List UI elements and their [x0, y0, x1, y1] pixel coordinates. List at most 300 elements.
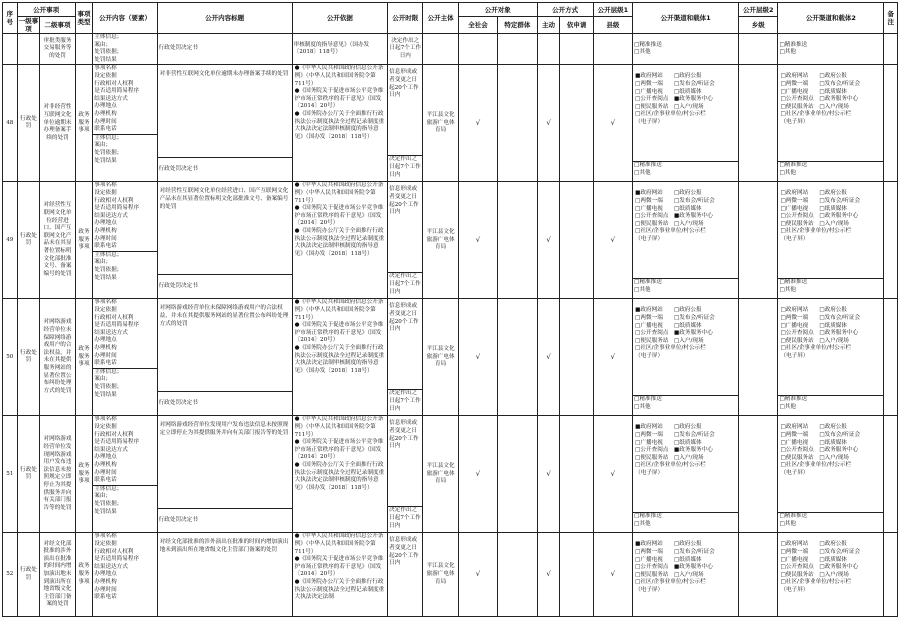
channel-option: □便民服务站 □入户/现场	[635, 220, 704, 227]
time-limit: 信息形成或者变更之日起20个工作日内	[389, 537, 419, 567]
channel-option: □两微一端 □发布会/听证会	[780, 548, 861, 555]
cell-county: √	[593, 182, 632, 299]
content-item: 事项名称	[94, 416, 117, 423]
cell-channel-2	[778, 182, 884, 299]
content-item: 办理时间	[94, 352, 117, 359]
content-item: 结果送达方式	[94, 329, 128, 336]
basis-item: ●《国务院办公厅关于全面推行行政执法公示制度执法全过程记录制度重大执法决定法制审核制度的指导意见》（国办发〔2018〕118号）	[294, 110, 385, 140]
cell-county: √	[593, 533, 632, 617]
channel-option: □广播电视 □纸质媒体	[780, 439, 847, 446]
cell-channel-2	[778, 533, 884, 617]
cell-content	[93, 182, 157, 299]
content-item: 行政相对人权利	[94, 80, 134, 87]
channel-option: □精准推送	[779, 41, 808, 48]
channel-option: ■政府网站 □政府公报	[635, 190, 702, 197]
channel-option: □社区/企事业单位/村公示栏	[780, 345, 852, 352]
cell-seq: 50	[3, 299, 18, 416]
channel-option: □两微一端 □发布会/听证会	[780, 197, 861, 204]
channel-option: □政府网站 □政府公报	[780, 541, 847, 548]
channel-option: □便民服务站 □入户/现场	[780, 571, 849, 578]
cell-county: √	[593, 416, 632, 533]
header-all-society: 全社会	[458, 17, 497, 34]
cell-title	[157, 299, 292, 416]
cell-channel-2	[778, 34, 884, 65]
header-method: 公开方式	[537, 3, 593, 17]
header-disclosure-item: 公开事项	[17, 3, 75, 17]
channel-option: □两微一端 □发布会/听证会	[635, 80, 715, 87]
content-title-sub: 行政处罚决定书	[158, 157, 292, 180]
channel-option: □政府网站 □政府公报	[780, 190, 847, 197]
content-item: 行政相对人权利	[94, 431, 134, 438]
channel-option: □广播电视 □纸质媒体	[635, 322, 702, 329]
cell-content	[93, 416, 157, 533]
time-limit: 信息形成或者变更之日起20个工作日内	[389, 69, 419, 99]
channel-option: □社区/企事业单位/村公示栏	[780, 462, 852, 469]
channel-option: □两微一端 □发布会/听证会	[780, 80, 861, 87]
content-sub-item: 案由；	[94, 493, 112, 500]
cell-item-type: 政务服务事项	[75, 533, 93, 617]
channel-option: □便民服务站 □入户/现场	[780, 103, 849, 110]
table-row-continued	[3, 34, 898, 65]
disclosure-table	[2, 2, 898, 617]
cell-level2: 对非经营性互联网文化单位逾期未办理备案手续的处罚	[40, 65, 75, 182]
content-title-sub: 行政处罚决定书	[158, 274, 292, 297]
content-title: 对经文化部批准的涉外演出在批准的时间内增加演出地未到演出所在地省级文化主管部门备案的处罚	[159, 539, 289, 553]
cell-subject: 平江县文化旅游广电体育局	[423, 65, 458, 182]
cell-seq: 51	[3, 416, 18, 533]
channel-option: （电子屏）	[780, 352, 809, 359]
cell-item-type: 政务服务事项	[75, 299, 93, 416]
content-sub-item: 处罚依据；	[94, 383, 123, 390]
channel-option: □精准推送	[779, 162, 808, 169]
content-title: 对网络游戏经营单位发现用户发布违法信息未按照规定立即停止为其提供服务并向有关部门报告等的处罚	[159, 422, 289, 436]
cell-remark	[884, 533, 898, 617]
time-limit-sub: 决定作出之日起7个工作日内	[388, 272, 422, 298]
header-basis: 公开依据	[292, 3, 388, 34]
channel-option: □公开查阅点 □政务服务中心	[780, 96, 859, 103]
content-item: 办理时间	[94, 118, 117, 125]
channel-option: （电子屏）	[780, 586, 809, 593]
table-row	[3, 182, 898, 299]
cell-township	[739, 299, 778, 416]
cell-title	[157, 533, 292, 617]
content-item: 设定依据	[94, 423, 117, 430]
channel-option: □社区/企事业单位/村公示栏	[780, 228, 852, 235]
cell-basis	[292, 65, 388, 182]
cell-channel-1	[633, 65, 739, 182]
table-row	[3, 533, 898, 617]
cell-seq: 48	[3, 65, 18, 182]
cell-on-request	[560, 182, 593, 299]
cell-level1: 行政处罚	[17, 299, 40, 416]
channel-option: （电子屏）	[635, 586, 664, 593]
cell-title	[157, 182, 292, 299]
cell-subject: 平江县文化旅游广电体育局	[423, 299, 458, 416]
header-seq: 序号	[3, 3, 18, 34]
time-limit: 信息形成或者变更之日起20个工作日内	[389, 186, 419, 216]
cell-channel-1	[633, 34, 739, 65]
content-item: 行政相对人权利	[94, 197, 134, 204]
cell-channel-2	[778, 416, 884, 533]
channel-option: （电子屏）	[780, 235, 809, 242]
content-sub-item: 处罚依据；	[94, 500, 123, 507]
cell-level2: 对经营性互联网文化单位经营进口、国产互联网文化产品未在其显著位置标明文化部批准文号、备案编号的处罚	[40, 182, 75, 299]
channel-option: （电子屏）	[780, 118, 809, 125]
channel-option: □便民服务站 □入户/现场	[635, 454, 704, 461]
cell-subject: 平江县文化旅游广电体育局	[423, 533, 458, 617]
header-county: 县级	[593, 17, 632, 34]
channel-option: □公开查阅点 □政务服务中心	[780, 564, 859, 571]
content-item: 行政相对人权利	[94, 548, 134, 555]
cell-level1: 行政处罚	[17, 533, 40, 617]
content-item: 设定依据	[94, 540, 117, 547]
channel-option: ■政府网站 □政府公报	[635, 73, 702, 80]
table-body	[3, 34, 898, 617]
cell-subject: 平江县文化旅游广电体育局	[423, 416, 458, 533]
content-item: 事项名称	[94, 533, 117, 540]
content-item: 联系电话	[94, 126, 117, 133]
channel-option: ■政府网站 □政府公报	[635, 424, 702, 431]
content-item: 结果送达方式	[94, 446, 128, 453]
cell-active: √	[537, 533, 560, 617]
cell-subject: 平江县文化旅游广电体育局	[423, 182, 458, 299]
basis-item: ●《中华人民共和国政府信息公开条例》（中华人民共和国国务院令第711号）	[294, 416, 384, 438]
channel-option: □其他	[634, 286, 651, 293]
cell-content	[93, 533, 157, 617]
basis-item: ●《国务院关于促进市场公平竞争维护市场正常秩序的若干意见》（国发〔2014〕20号）	[294, 439, 384, 461]
cell-all-society: √	[458, 533, 497, 617]
cell-on-request	[560, 416, 593, 533]
header-remark: 备注	[884, 3, 898, 34]
channel-option: □广播电视 □纸质媒体	[780, 322, 847, 329]
channel-option: □两微一端 □发布会/听证会	[635, 431, 715, 438]
channel-option: □广播电视 □纸质媒体	[635, 88, 702, 95]
channel-option: （电子屏）	[635, 235, 664, 242]
cell-basis	[292, 533, 388, 617]
content-item: 处罚结果	[94, 56, 117, 63]
channel-option: □两微一端 □发布会/听证会	[635, 548, 715, 555]
content-title: 对网络游戏经营单位未保障网络游戏用户的合法权益，并未在其提供服务网站的显著位置公布纠纷处理方式的处罚	[159, 305, 289, 327]
cell-level1: 行政处罚	[17, 182, 40, 299]
cell-county: √	[593, 299, 632, 416]
content-item: 主体信息；	[94, 34, 123, 40]
cell-county: √	[593, 65, 632, 182]
header-on-request: 依申请	[560, 17, 593, 34]
cell-active: √	[537, 416, 560, 533]
cell-township	[739, 533, 778, 617]
channel-option: □社区/企事业单位/村公示栏	[635, 345, 706, 352]
disclosure-table-sheet	[2, 2, 898, 634]
content-item: 办理机构	[94, 344, 117, 351]
cell-channel-1	[633, 533, 739, 617]
header-content: 公开内容（要素）	[93, 3, 157, 34]
content-item: 事项名称	[94, 299, 117, 306]
content-item: 办理机构	[94, 461, 117, 468]
content-item: 设定依据	[94, 189, 117, 196]
cell-basis	[292, 299, 388, 416]
content-item: 办理地点	[94, 103, 117, 110]
time-limit-sub: 决定作出之日起7个工作日内	[388, 389, 422, 415]
content-sub-item: 处罚依据；	[94, 149, 123, 156]
cell-seq: 49	[3, 182, 18, 299]
channel-option: □社区/企事业单位/村公示栏	[635, 228, 706, 235]
channel-option: □便民服务站 □入户/现场	[780, 337, 849, 344]
channel-option: □公开查阅点 □政务服务中心	[780, 447, 859, 454]
content-item: 是否适用简易程序	[94, 322, 140, 329]
cell-all-society: √	[458, 182, 497, 299]
channel-option: （电子屏）	[635, 469, 664, 476]
content-item: 设定依据	[94, 72, 117, 79]
content-sub-item: 处罚结果	[94, 157, 117, 164]
channel-option: □精准推送	[779, 513, 808, 520]
content-item: 是否适用简易程序	[94, 556, 140, 563]
content-item: 办理地点	[94, 220, 117, 227]
basis-item: ●《国务院关于促进市场公平竞争维护市场正常秩序的若干意见》（国发〔2014〕20号）	[294, 322, 384, 344]
cell-remark	[884, 182, 898, 299]
cell-content	[93, 299, 157, 416]
content-item: 办理地点	[94, 337, 117, 344]
cell-remark	[884, 65, 898, 182]
cell-township	[739, 416, 778, 533]
channel-option: □社区/企事业单位/村公示栏	[635, 462, 706, 469]
cell-channel-2	[778, 65, 884, 182]
content-item: 案由；	[94, 41, 112, 48]
cell-basis: 审核制度的指导意见》（国办发〔2018〕118号）	[292, 34, 388, 65]
channel-option: □广播电视 □纸质媒体	[780, 556, 847, 563]
cell-all-society: √	[458, 416, 497, 533]
content-item: 是否适用简易程序	[94, 88, 140, 95]
content-sub-item: 案由；	[94, 376, 112, 383]
cell-all-society: √	[458, 299, 497, 416]
cell-on-request	[560, 533, 593, 617]
cell-township	[739, 65, 778, 182]
header-channel-1: 公开渠道和载体1	[633, 3, 739, 34]
channel-option: □两微一端 □发布会/听证会	[780, 431, 861, 438]
cell-remark	[884, 299, 898, 416]
content-item: 是否适用简易程序	[94, 439, 140, 446]
content-title-sub: 行政处罚决定书	[158, 391, 292, 414]
content-title-sub: 行政处罚决定书	[158, 508, 292, 531]
content-sub-item: 案由；	[94, 259, 112, 266]
content-sub-item: 处罚结果	[94, 274, 117, 281]
cell-time-limit	[388, 65, 423, 182]
cell-level2: 对网络游戏经营单位发现网络游戏用户发布违法信息未按照规定立即停止为其提供服务并向有关部门报告等的处罚	[40, 416, 75, 533]
content-item: 行政相对人权利	[94, 314, 134, 321]
cell-on-request	[560, 65, 593, 182]
content-title: 对非营性互联网文化单位逾期未办理备案手续的处罚	[159, 71, 289, 78]
cell-channel-1	[633, 182, 739, 299]
cell-basis	[292, 182, 388, 299]
basis-item: ●《国务院办公厅关于全面推行行政执法公示制度执法全过程记录制度重大执法决定法制	[294, 578, 385, 601]
cell-title	[157, 416, 292, 533]
channel-option: □精准推送	[634, 41, 662, 48]
channel-option: □广播电视 □纸质媒体	[780, 205, 847, 212]
channel-option: □公开查阅点 ■政务服务中心	[635, 447, 713, 454]
channel-option: □便民服务站 □入户/现场	[635, 571, 704, 578]
basis-item: ●《国务院关于促进市场公平竞争维护市场正常秩序的若干意见》（国发〔2014〕20号）	[294, 88, 384, 110]
cell-time-limit	[388, 299, 423, 416]
channel-option: □精准推送	[779, 396, 808, 403]
table-row	[3, 416, 898, 533]
time-limit-sub: 决定作出之日起7个工作日内	[388, 155, 422, 181]
channel-option: □社区/企事业单位/村公示栏	[780, 579, 852, 586]
cell-item-type: 政务服务事项	[75, 65, 93, 182]
cell-basis	[292, 416, 388, 533]
channel-option: □公开查阅点 □政务服务中心	[780, 213, 859, 220]
content-sub-item: 案由；	[94, 142, 112, 149]
cell-specific-group	[498, 65, 537, 182]
cell-time-limit	[388, 416, 423, 533]
channel-option: □其他	[634, 49, 651, 56]
basis-item: ●《中华人民共和国政府信息公开条例》（中华人民共和国国务院令第711号）	[294, 533, 384, 555]
content-sub-item: 处罚依据；	[94, 266, 123, 273]
channel-option: □其他	[634, 520, 651, 527]
cell-active: √	[537, 65, 560, 182]
content-item: 处罚依据；	[94, 49, 123, 56]
header-township: 乡级	[739, 17, 778, 34]
channel-option: □政府网站 □政府公报	[780, 424, 847, 431]
cell-content	[93, 65, 157, 182]
header-level1: 一级事项	[18, 17, 39, 33]
channel-option: □其他	[634, 403, 651, 410]
table-row	[3, 299, 898, 416]
content-item: 办理地点	[94, 571, 117, 578]
header-item-type: 事项类型	[75, 3, 93, 34]
cell-township	[739, 182, 778, 299]
channel-option: □精准推送	[634, 279, 662, 286]
channel-option: □精准推送	[634, 162, 662, 169]
basis-item: ●《中华人民共和国政府信息公开条例》（中华人民共和国国务院令第711号）	[294, 299, 384, 321]
header-level-2: 公开层级2	[739, 3, 778, 17]
cell-specific-group	[498, 416, 537, 533]
cell-title	[157, 65, 292, 182]
content-item: 结果送达方式	[94, 563, 128, 570]
header-subject: 公开主体	[423, 3, 458, 34]
basis-item: ●《国务院办公厅关于全面推行行政执法公示制度执法全过程记录制度重大执法决定法制审核制度的指导意见》（国办发〔2018〕118号）	[294, 461, 385, 491]
content-item: 联系电话	[94, 243, 117, 250]
channel-option: □公开查阅点 □政务服务中心	[780, 330, 859, 337]
basis-item: ●《中华人民共和国政府信息公开条例》（中华人民共和国国务院令第711号）	[294, 65, 384, 87]
header-level2: 二级事项	[40, 17, 75, 34]
time-limit: 信息形成或者变更之日起20个工作日内	[389, 303, 419, 333]
basis-item: ●《国务院办公厅关于全面推行行政执法公示制度执法全过程记录制度重大执法决定法制审核制度的指导意见》（国办发〔2018〕118号）	[294, 344, 385, 374]
channel-option: □便民服务站 □入户/现场	[780, 454, 849, 461]
channel-option: □广播电视 □纸质媒体	[635, 205, 702, 212]
channel-option: □其他	[779, 520, 796, 527]
content-item: 事项名称	[94, 182, 117, 189]
channel-option: □公开查阅点 ■政务服务中心	[635, 330, 713, 337]
channel-option: □广播电视 □纸质媒体	[780, 88, 847, 95]
channel-option: □其他	[779, 286, 796, 293]
content-sub-item: 主体信息；	[94, 485, 123, 492]
content-item: 办理机构	[94, 227, 117, 234]
channel-option: □其他	[779, 169, 796, 176]
channel-option: □两微一端 □发布会/听证会	[780, 314, 861, 321]
basis-item: ●《国务院关于促进市场公平竞争维护市场正常秩序的若干意见》（国发〔2014〕20号）	[294, 556, 384, 578]
channel-option: □其他	[634, 169, 651, 176]
content-item: 联系电话	[94, 594, 117, 601]
header-time-limit: 公开时限	[388, 3, 423, 34]
cell-on-request	[560, 299, 593, 416]
cell-time-limit: 决定作出之日起7个工作日内	[388, 34, 423, 65]
content-item: 联系电话	[94, 477, 117, 484]
time-limit: 信息形成或者变更之日起20个工作日内	[389, 420, 419, 450]
cell-remark	[884, 416, 898, 533]
channel-option: □精准推送	[634, 396, 662, 403]
cell-channel-1	[633, 416, 739, 533]
header-specific-group: 特定群体	[498, 17, 537, 34]
basis-item: ●《国务院办公厅关于全面推行行政执法公示制度执法全过程记录制度重大执法决定法制审核制度的指导意见》（国办发〔2018〕118号）	[294, 227, 385, 257]
cell-specific-group	[498, 533, 537, 617]
channel-option: □其他	[779, 49, 796, 56]
cell-level2: 对网络游戏经营单位未保障网络游戏用户的合法权益，并未在其提供服务网站的显著位置公布纠纷处理方式的处罚	[40, 299, 75, 416]
content-sub-item: 处罚结果	[94, 391, 117, 398]
header-level-1: 公开层级1	[593, 3, 632, 17]
cell-level1: 行政处罚	[17, 416, 40, 533]
cell-level2: 对经文化部批准的涉外演出在批准的时间内增加演出地未到演出所在地省级文化主管部门备案的处罚	[40, 533, 75, 617]
header-content-title: 公开内容标题	[157, 3, 292, 34]
content-item: 办理时间	[94, 235, 117, 242]
channel-option: （电子屏）	[635, 352, 664, 359]
channel-option: （电子屏）	[780, 469, 809, 476]
cell-all-society: √	[458, 65, 497, 182]
channel-option: □社区/企事业单位/村公示栏	[635, 111, 706, 118]
cell-item-type: 政务服务事项	[75, 182, 93, 299]
channel-option: □公开查阅点 ■政务服务中心	[635, 564, 713, 571]
header-target: 公开对象	[458, 3, 537, 17]
content-item: 事项名称	[94, 65, 117, 72]
cell-channel-2	[778, 299, 884, 416]
content-title: 对经营性互联网文化单位经营进口、国产互联网文化产品未在其显著位置标明文化部批准文号、备案编号的处罚	[159, 188, 289, 210]
content-item: 结果送达方式	[94, 95, 128, 102]
cell-seq: 52	[3, 533, 18, 617]
cell-active: √	[537, 299, 560, 416]
content-sub-item: 主体信息；	[94, 251, 123, 258]
channel-option: □社区/企事业单位/村公示栏	[780, 111, 852, 118]
channel-option: □精准推送	[634, 513, 662, 520]
content-item: 办理机构	[94, 578, 117, 585]
cell-channel-1	[633, 299, 739, 416]
cell-specific-group	[498, 299, 537, 416]
channel-option: □便民服务站 □入户/现场	[780, 220, 849, 227]
content-sub-item: 处罚结果	[94, 508, 117, 515]
channel-option: □便民服务站 □入户/现场	[635, 103, 704, 110]
content-item: 结果送达方式	[94, 212, 128, 219]
content-item: 设定依据	[94, 306, 117, 313]
channel-option: □精准推送	[779, 279, 808, 286]
table-row	[3, 65, 898, 182]
content-item: 办理时间	[94, 469, 117, 476]
content-item: 办理地点	[94, 454, 117, 461]
content-item: 联系电话	[94, 360, 117, 367]
channel-option: □其他	[779, 403, 796, 410]
content-item: 办理时间	[94, 586, 117, 593]
cell-title-sub: 行政处罚决定书	[157, 34, 292, 65]
cell-item-type: 政务服务事项	[75, 416, 93, 533]
channel-option: ■政府网站 □政府公报	[635, 307, 702, 314]
cell-time-limit	[388, 182, 423, 299]
content-sub-item: 主体信息；	[94, 134, 123, 141]
cell-level1: 行政处罚	[17, 65, 40, 182]
channel-option: □公开查阅点 ■政务服务中心	[635, 96, 713, 103]
channel-option: □公开查阅点 ■政务服务中心	[635, 213, 713, 220]
table-header	[3, 3, 898, 34]
header-channel-2: 公开渠道和载体2	[778, 3, 884, 34]
basis-item: ●《国务院关于促进市场公平竞争维护市场正常秩序的若干意见》（国发〔2014〕20号）	[294, 205, 384, 227]
channel-option: □便民服务站 □入户/现场	[635, 337, 704, 344]
time-limit-sub: 决定作出之日起7个工作日内	[388, 506, 422, 532]
channel-option: □政府网站 □政府公报	[780, 73, 847, 80]
